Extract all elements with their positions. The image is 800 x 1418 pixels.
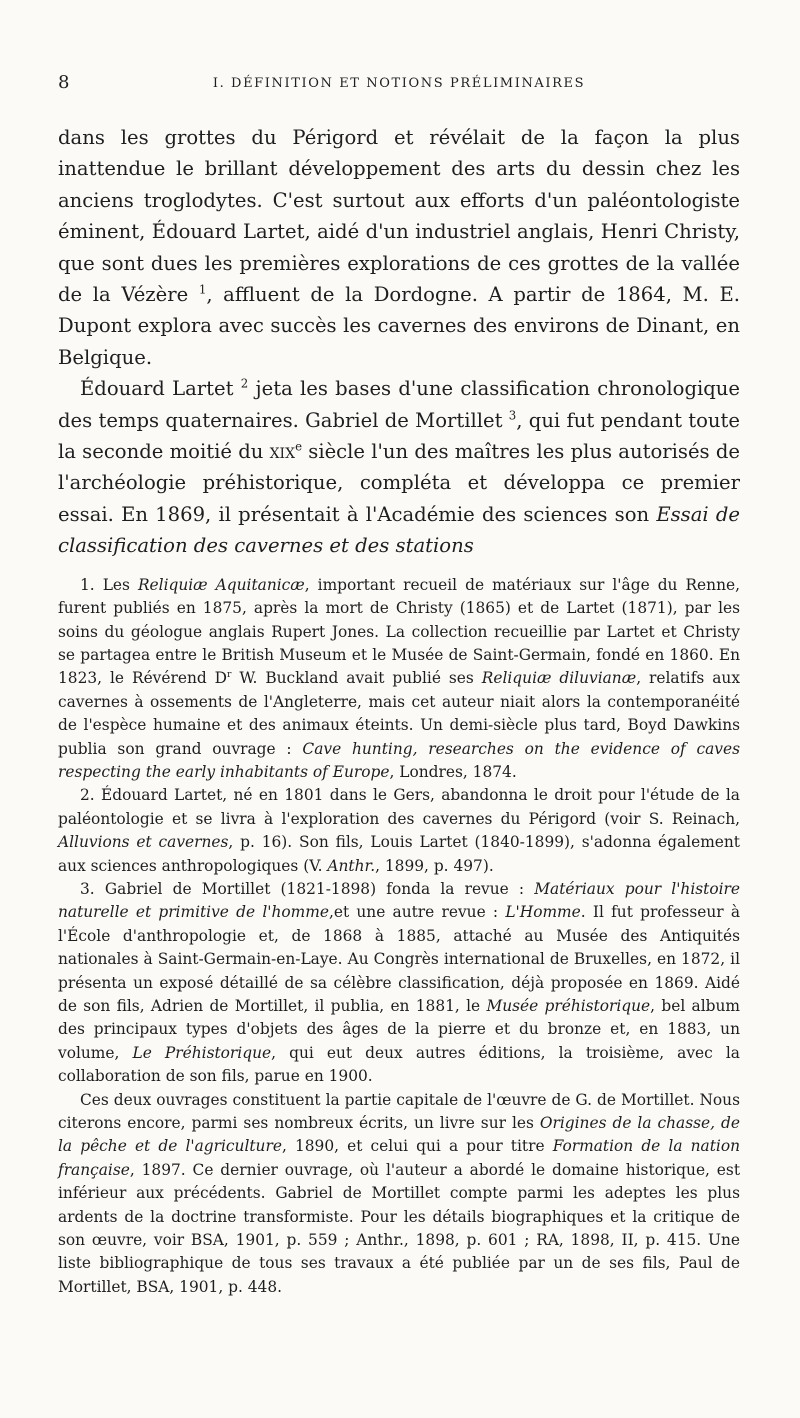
century-numeral: xix (269, 440, 296, 464)
page-content (58, 122, 740, 1299)
page-number: 8 (58, 72, 70, 93)
footnote-3: 3. Gabriel de Mortillet (1821-1898) fonda la revue : Matériaux pour l'histoire naturelle et primitive de l'homme,et une autre revue : L'Homme. Il fut professeur à l'École d'anthropologie et, de 1868 à 1885, attaché au Musée des Antiquités nationales à Saint-Germain-en-Laye. Au Congrès international de Bruxelles, en 1872, il présenta un exposé détaillé de sa célèbre classification, déjà proposée en 1869. Aidé de son fils, Adrien de Mortillet, il publia, en 1881, le Musée préhistorique, bel album des principaux types d'objets des âges de la pierre et du bronze et, en 1883, un volume, Le Préhistorique, qui eut deux autres éditions, la troisième, avec la collaboration de son fils, parue en 1900. (58, 879, 740, 1086)
footnote-ref-3: 3 (508, 408, 517, 423)
footnote-2: 2. Édouard Lartet, né en 1801 dans le Gers, abandonna le droit pour l'étude de la paléontologie et se livra à l'exploration des cavernes du Périgord (voir S. Reinach, Alluvions et cavernes, p. 16). Son fils, Louis Lartet (1840-1899), s'adonna également aux sciences anthropologiques (V. Anthr., 1899, p. 497). (58, 786, 740, 875)
footnote-1: 1. Les Reliquiæ Aquitanicæ, important recueil de matériaux sur l'âge du Renne, furent publiés en 1875, après la mort de Christy (1865) et de Lartet (1871), par les soins du géologue anglais Rupert Jones. La collection recueillie par Lartet et Christy se partagea entre le British Museum et le Musée de Saint-Germain, fondé en 1860. En 1823, le Révérend $D^r$ W. Buckland avait publié ses Reliquiæ diluvianæ, relatifs aux cavernes à ossements de l'Angleterre, mais cet auteur niait alors la contemporanéité de l'espèce humaine et des animaux éteints. Un demi-siècle plus tard, Boyd Dawkins publia son grand ouvrage : Cave hunting, researches on the evidence of caves respecting the early inhabitants of Europe, Londres, 1874. (58, 575, 740, 781)
footnotes (58, 574, 740, 1300)
paragraph-1: dans les grottes du Périgord et révélait de la façon la plus inattendue le brillant développement des arts du dessin chez les anciens troglodytes. C'est surtout aux efforts d'un paléontologiste éminent, Édouard Lartet, aidé d'un industriel anglais, Henri Christy, que sont dues les premières explorations de ces grottes de la vallée de la Vézère $^1$, affluent de la Dordogne. A partir de 1864, M. E. Dupont explora avec succès les cavernes des environs de Dinant, en Belgique. (58, 126, 741, 369)
footnote-ref-1: 1 (198, 282, 207, 297)
footnote-ref-2: 2 (240, 376, 249, 391)
main-text (58, 122, 740, 562)
footnote-3-continued: Ces deux ouvrages constituent la partie capitale de l'œuvre de G. de Mortillet. Nous citerons encore, parmi ses nombreux écrits, un livre sur les Origines de la chasse, de la pêche et de l'agriculture, 1890, et celui qui a pour titre Formation de la nation française, 1897. Ce dernier ouvrage, où l'auteur a abordé le domaine historique, est inférieur aux précédents. Gabriel de Mortillet compte parmi les adeptes les plus ardents de la doctrine transformiste. Pour les détails biographiques et la critique de son œuvre, voir BSA, 1901, p. 559 ; Anthr., 1898, p. 601 ; RA, 1898, II, p. 415. Une liste bibliographique de tous ses travaux a été publiée par un de ses fils, Paul de Mortillet, BSA, 1901, p. 448. (58, 1090, 741, 1296)
essay-title: Essai de classification des cavernes et des stations (58, 502, 741, 558)
page-header (58, 72, 740, 94)
paragraph-2: Édouard Lartet $^2$ jeta les bases d'une classification chronologique des temps quaternaires. Gabriel de Mortillet $^3$, qui fut pendant toute la seconde moitié du xix$^e$ siècle l'un des maîtres les plus autorisés de l'archéologie préhistorique, compléta et développa ce premier essai. En 1869, il présentait à l'Académie des sciences son Essai de classification des cavernes et des stations (58, 376, 741, 558)
running-head: I. DÉFINITION ET NOTIONS PRÉLIMINAIRES (212, 76, 586, 91)
